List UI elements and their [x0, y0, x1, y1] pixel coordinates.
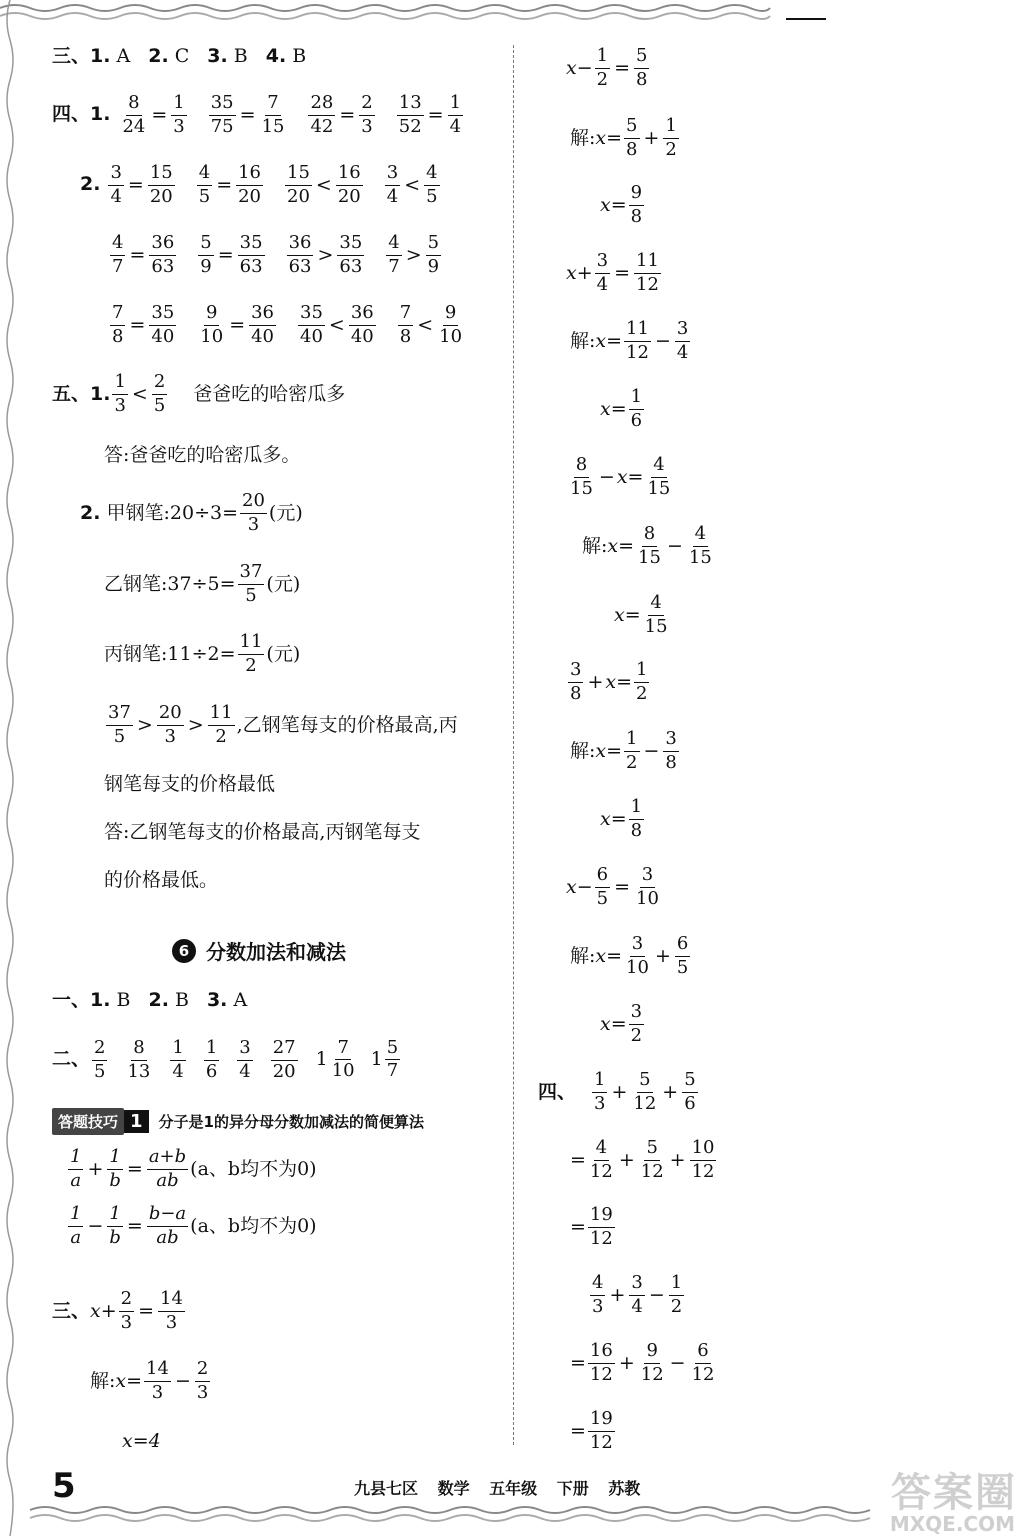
s4-row3: $\frac{4}{7}$ = $\frac{36}{63}$ $\frac{5}{9}$ = $\frac{35}{63}$ 36 63 > 35 63 4 7 > 5 9: [112, 232, 440, 277]
frac: $\frac{28}{42}$: [310, 92, 334, 137]
watermark-url: MXQE.COM: [889, 1512, 1015, 1536]
frac: 9 8: [630, 182, 643, 227]
frac: $\frac{5}{6}$: [684, 1069, 696, 1114]
r-eq3-sol: 解: x = 8 15 − $\frac{4}{15}$: [582, 523, 712, 568]
r-eq5: x − $\frac{6}{5}$ = $\frac{3}{10}$: [566, 864, 659, 909]
frac: 2 5: [153, 371, 166, 416]
s6-2-answers: [52, 1038, 412, 1082]
frac: $\frac{20}{3}$: [242, 490, 265, 535]
compare-text: ,乙钢笔每支的价格最高,丙: [236, 713, 458, 736]
frac: $\frac{1}{4}$: [449, 92, 462, 137]
frac: $\frac{6}{12}$: [691, 1340, 715, 1385]
frac: $\frac{2}{3}$: [361, 92, 373, 137]
r-eq4-res: x = 1 8: [600, 796, 643, 841]
frac: 2 5: [94, 1037, 106, 1082]
left-wave-border: [0, 0, 22, 1536]
r-eq1: x − $\frac{1}{2}$ = $\frac{5}{8}$: [566, 45, 648, 90]
r-s4-e1c: = 19 12: [570, 1204, 613, 1249]
frac: 3 10: [626, 933, 649, 978]
top-wave-border: [0, 0, 1031, 30]
frac: 8 15: [570, 454, 593, 499]
frac: $\frac{4}{5}$: [198, 162, 211, 207]
frac: $\frac{3}{8}$: [665, 728, 677, 773]
s5-compare: 37 5 > 20 3 > 11 2 ,乙钢笔每支的价格最高,丙: [108, 702, 458, 747]
frac: $\frac{13}{52}$: [398, 92, 422, 137]
unit: (元): [266, 642, 301, 665]
frac: $\frac{36}{63}$: [151, 232, 175, 277]
frac: 7 8: [399, 302, 412, 347]
s5-p1-text: 爸爸吃的哈密瓜多: [193, 382, 346, 405]
frac: $\frac{37}{5}$: [239, 561, 263, 606]
jia-text: 甲钢笔:20÷3=: [106, 501, 239, 524]
r-s4-e2b: = 16 12 + $\frac{9}{12}$ − $\frac{6}{12}$: [570, 1340, 715, 1385]
frac: $\frac{5}{12}$: [633, 1069, 657, 1114]
r-eq2: x + $\frac{3}{4}$ = $\frac{11}{12}$: [566, 250, 659, 295]
frac: $\frac{9}{10}$: [200, 302, 224, 347]
frac: $\frac{36}{40}$: [251, 302, 275, 347]
footer-text: 九县七区 数学 五年级 下册 苏教: [354, 1479, 641, 1498]
frac: 1 6: [205, 1037, 218, 1082]
frac: $\frac{3}{4}$: [110, 162, 122, 207]
r-eq5-res: x = 3 2: [600, 1001, 643, 1046]
frac: $\frac{15}{20}$: [149, 162, 173, 207]
frac: $\frac{1}{3}$: [173, 92, 185, 137]
r-eq1-sol: 解: x = 5 8 + $\frac{1}{2}$: [570, 115, 677, 160]
s3-q4: 4.: [265, 45, 287, 67]
frac: $\frac{5}{8}$: [636, 45, 648, 90]
frac: 3 4: [239, 1037, 251, 1082]
s3-answers: [52, 47, 306, 66]
r-eq5-sol: 解: x = 3 10 + $\frac{6}{5}$: [570, 933, 689, 978]
frac: $\frac{6}{5}$: [596, 864, 609, 909]
s5-q2: 2.: [80, 501, 101, 524]
frac: 4 7: [388, 232, 400, 277]
tip-formula-2: 1 a − $\frac{1}{b}$ = $\frac{b-a}{ab}$ (a、b均不为0): [70, 1203, 317, 1248]
frac: 4 12: [589, 1137, 613, 1182]
frac: 1 2: [636, 659, 648, 704]
frac: 1 6: [630, 386, 643, 431]
frac: $\frac{35}{63}$: [239, 232, 263, 277]
frac: 36 63: [288, 232, 312, 277]
section-number-icon: 6: [172, 939, 196, 963]
frac: $\frac{8}{24}$: [122, 92, 146, 137]
s6-2-label: 二、: [52, 1048, 91, 1071]
s3-q2: 2.: [148, 45, 169, 67]
frac: 1 3: [594, 1069, 606, 1114]
r-eq4-sol: 解: x = 1 2 − $\frac{3}{8}$: [570, 728, 677, 773]
column-divider: [513, 45, 514, 1445]
r-eq3-res: x = 4 15: [614, 592, 668, 637]
frac: $\frac{3}{10}$: [636, 864, 659, 909]
s5-q2-jia: [80, 492, 303, 535]
r-s4-e2: 4 3 + $\frac{3}{4}$ − $\frac{1}{2}$: [592, 1272, 683, 1317]
frac: 4 5: [426, 162, 438, 207]
bing-text: 丙钢笔:11÷2=: [104, 642, 236, 665]
r-eq2-res: x = 1 6: [600, 386, 643, 431]
frac: 3 4: [386, 162, 399, 207]
frac: 11 2: [209, 702, 233, 747]
tip-formula-1: 1 a + $\frac{1}{b}$ = $\frac{a+b}{ab}$ (a、b均不为0): [70, 1146, 317, 1191]
frac: 4 15: [644, 592, 668, 637]
frac: $\frac{1}{2}$: [665, 115, 677, 160]
r-eq1-res: x = 9 8: [600, 182, 643, 227]
s6-3-result: x=4: [122, 1430, 161, 1452]
frac: $\frac{5}{12}$: [640, 1137, 664, 1182]
yi-text: 乙钢笔:37÷5=: [104, 572, 236, 595]
watermark-logo: 答案圈: [891, 1470, 1017, 1516]
r-s4-e1b: = 4 12 + $\frac{5}{12}$ + $\frac{10}{12}$: [570, 1137, 715, 1182]
frac: 8 15: [638, 523, 661, 568]
frac: 20 3: [158, 702, 182, 747]
page-number: 5: [52, 1466, 76, 1506]
s6-3-label: 三、: [52, 1299, 91, 1322]
mixed-number: 1 5 7: [370, 1036, 399, 1082]
s5-compare-2: 钢笔每支的价格最低: [104, 773, 276, 795]
tip-text: 分子是1的异分母分数加减法的简便算法: [158, 1113, 424, 1131]
s5-bing: [104, 633, 300, 676]
s4-label: 四、1.: [52, 103, 111, 126]
s6-1-label: 一、1.: [52, 989, 111, 1011]
s5-p1-answer: 答:爸爸吃的哈密瓜多。: [104, 444, 301, 466]
frac: $\frac{5}{9}$: [200, 232, 212, 277]
frac: 11 12: [626, 318, 649, 363]
r-eq3: 8 15 − x = 4 15: [570, 454, 671, 499]
frac: 16 12: [589, 1340, 613, 1385]
frac: 16 20: [337, 162, 361, 207]
r-eq4: 3 8 + x = 1 2: [570, 659, 648, 704]
frac: $\frac{1}{2}$: [670, 1272, 683, 1317]
frac: $\frac{9}{12}$: [640, 1340, 664, 1385]
section-title-text: 分数加法和减法: [206, 940, 346, 964]
tip-number: 1: [124, 1110, 149, 1133]
frac: $\frac{3}{4}$: [631, 1272, 643, 1317]
unit: (元): [266, 572, 301, 595]
s5-yi: [104, 563, 300, 606]
frac: 5 9: [427, 232, 440, 277]
frac: 3 2: [630, 1001, 643, 1046]
s3-a1: A: [116, 45, 131, 67]
frac: 1 2: [626, 728, 638, 773]
tip-banner: [52, 1108, 424, 1135]
unit: (元): [268, 501, 303, 524]
s3-a3: B: [233, 45, 248, 67]
frac: 35 40: [300, 302, 323, 347]
frac: 36 40: [350, 302, 374, 347]
frac: $\frac{16}{20}$: [238, 162, 262, 207]
frac: $\frac{3}{4}$: [596, 250, 609, 295]
s5-answer-2: 的价格最低。: [104, 869, 219, 891]
frac: $\frac{11}{2}$: [239, 631, 263, 676]
frac: $\frac{1}{2}$: [596, 45, 609, 90]
s3-q3: 3.: [207, 45, 228, 67]
tip-badge: 答题技巧: [52, 1108, 124, 1135]
frac: $\frac{3}{4}$: [676, 318, 689, 363]
top-rule: [786, 18, 826, 20]
s3-a2: C: [174, 45, 190, 67]
s3-label: 三、1.: [52, 45, 111, 67]
frac: 27 20: [272, 1037, 296, 1082]
s4-q2: 2.: [80, 173, 101, 196]
s4-row4: $\frac{7}{8}$ = $\frac{35}{40}$ $\frac{9}{10}$ = $\frac{36}{40}$ 35 40 < 36 40 7 8 < 9 10: [112, 302, 463, 347]
frac: $\frac{6}{5}$: [676, 933, 689, 978]
s5-answer-1: 答:乙钢笔每支的价格最高,丙钢笔每支: [104, 821, 421, 843]
s4-row1: 四、1. $\frac{8}{24}$ = $\frac{1}{3}$ $\frac{35}{75}$ = $\frac{7}{15}$ $\frac{28}{42}$ = $\frac{2}{3}$ $\frac{13}{52}$ = $\frac{1}{4}$: [52, 92, 462, 137]
s5-label: 五、1.: [52, 382, 111, 405]
frac: $\frac{35}{40}$: [151, 302, 175, 347]
frac: 1 8: [630, 796, 643, 841]
s3-a4: B: [292, 45, 307, 67]
r-eq2-sol: 解: x = 11 12 − $\frac{3}{4}$: [570, 318, 689, 363]
frac: 19 12: [589, 1408, 613, 1453]
frac: $\frac{4}{7}$: [112, 232, 124, 277]
s4-row2: 2. $\frac{3}{4}$ = $\frac{15}{20}$ $\frac{4}{5}$ = $\frac{16}{20}$ 15 20 < 16 20 3 4 < 4 5: [80, 162, 438, 207]
bottom-wave-border: [0, 1500, 1031, 1530]
frac: 9 10: [439, 302, 463, 347]
s6-3-solution: 解: x= $\frac{14}{3}$ − $\frac{2}{3}$: [90, 1358, 209, 1403]
r-s4-e2c: = 19 12: [570, 1408, 613, 1453]
s5-q1: 五、1. 1 3 < 2 5 爸爸吃的哈密瓜多: [52, 371, 346, 416]
section-title: [172, 936, 346, 965]
frac: $\frac{7}{8}$: [112, 302, 124, 347]
frac: 37 5: [108, 702, 131, 747]
frac: 35 63: [339, 232, 363, 277]
frac: 4 3: [592, 1272, 604, 1317]
frac: 4 15: [647, 454, 671, 499]
mixed-number: 1 7 10: [315, 1036, 355, 1082]
frac: $\frac{4}{15}$: [688, 523, 712, 568]
frac: 19 12: [589, 1204, 613, 1249]
frac: $\frac{11}{12}$: [636, 250, 659, 295]
frac: $\frac{35}{75}$: [210, 92, 234, 137]
frac: 5 8: [626, 115, 638, 160]
frac: 8 13: [127, 1037, 151, 1082]
frac: $\frac{7}{15}$: [261, 92, 285, 137]
frac: 3 8: [570, 659, 582, 704]
frac: 1 4: [172, 1037, 184, 1082]
s6-3-equation: 三、 x+ $\frac{2}{3}$ = $\frac{14}{3}$: [52, 1288, 183, 1333]
frac: 1 3: [114, 371, 126, 416]
frac: $\frac{10}{12}$: [691, 1137, 715, 1182]
frac: 15 20: [287, 162, 310, 207]
r-s4-e1: 四、 1 3 + $\frac{5}{12}$ + $\frac{5}{6}$: [538, 1069, 696, 1114]
s6-1-answers: 一、1. B 2. B 3. A: [52, 989, 248, 1011]
